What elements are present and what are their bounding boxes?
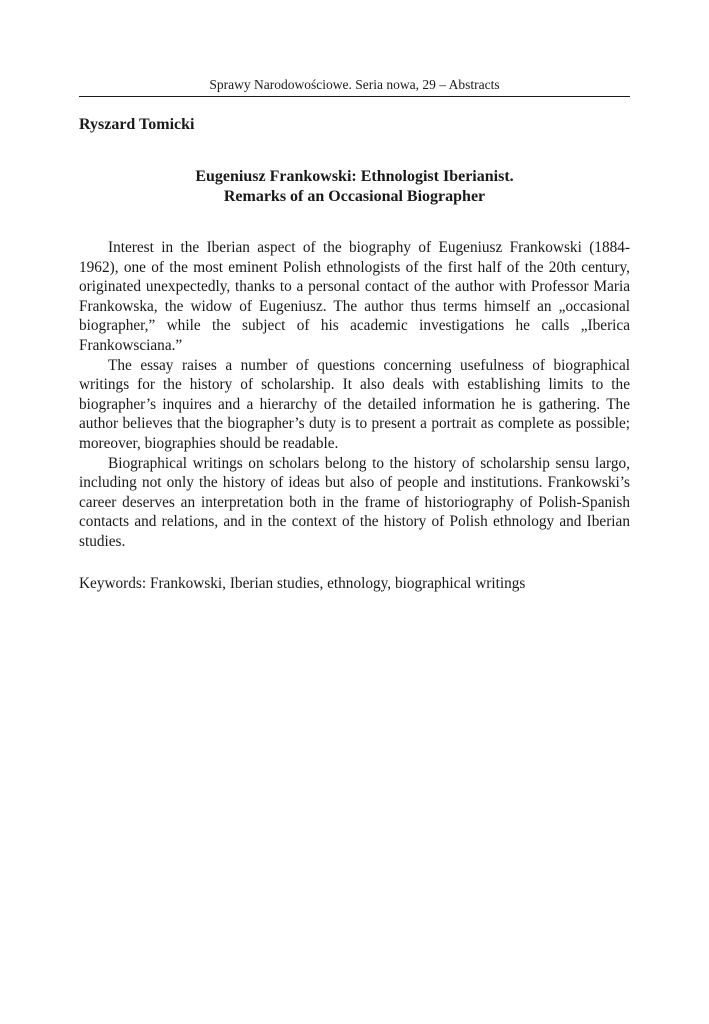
running-header: Sprawy Narodowościowe. Seria nowa, 29 – Abstracts <box>209 77 500 92</box>
keywords-line: Keywords: Frankowski, Iberian studies, ethnology, biographical writings <box>79 575 526 592</box>
article-title <box>79 167 630 207</box>
abstract-body <box>79 238 630 552</box>
abstract-paragraph: The essay raises a number of questions concerning usefulness of biographical writings for the history of scholarship. It also deals with establishing limits to the biographer’s inquires and a hierarchy of the detailed information he is gathering. The author believes that the biographer’s duty is to present a portrait as complete as possible; moreover, biographies should be readable. <box>79 356 630 452</box>
article-title-line-1: Eugeniusz Frankowski: Ethnologist Iberianist. <box>195 168 514 185</box>
abstract-paragraph: Biographical writings on scholars belong to the history of scholarship sensu largo, including not only the history of ideas but also of people and institutions. Frankowski’s career deserves an interpretation both in the frame of historiography of Polish-Spanish contacts and relations, and in the context of the history of Polish ethnology and Iberian studies. <box>79 454 630 550</box>
article-title-line-2: Remarks of an Occasional Biographer <box>223 188 486 205</box>
header-divider <box>79 96 630 97</box>
abstract-paragraph: Interest in the Iberian aspect of the biography of Eugeniusz Frankowski (1884-1962), one of the most eminent Polish ethnologists of the first half of the 20th century, originated unexpectedly, thanks to a personal contact of the author with Professor Maria Frankowska, the widow of Eugeniusz. The author thus terms himself an „occasional biographer,” while the subject of his academic investigations he calls „Iberica Frankowsciana.” <box>79 239 630 354</box>
author-name: Ryszard Tomicki <box>79 116 195 133</box>
